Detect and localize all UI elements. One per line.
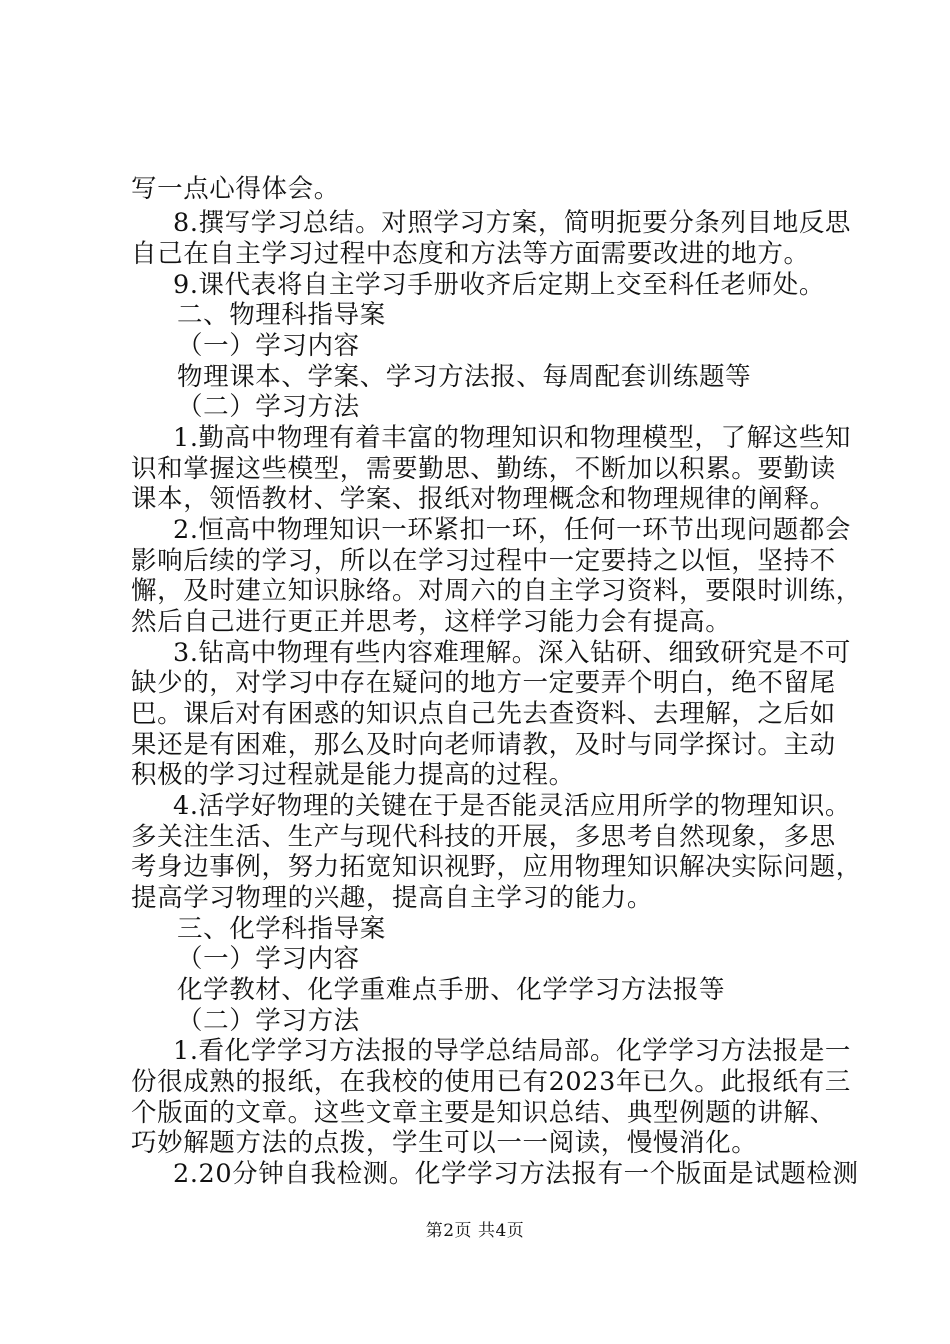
paragraph-line: 2.20分钟自我检测。化学学习方法报有一个版面是试题检测: [173, 1159, 859, 1189]
page-footer: 第2页 共4页: [425, 1221, 525, 1241]
paragraph-line: 1.勤高中物理有着丰富的物理知识和物理模型，了解这些知: [173, 423, 852, 453]
paragraph-line: 影响后续的学习，所以在学习过程中一定要持之以恒，坚持不: [131, 546, 836, 576]
paragraph-line: 懈，及时建立知识脉络。对周六的自主学习资料，要限时训练，: [131, 576, 862, 606]
paragraph-line: 自己在自主学习过程中态度和方法等方面需要改进的地方。: [131, 239, 810, 269]
paragraph-line: 然后自己进行更正并思考，这样学习能力会有提高。: [131, 607, 732, 637]
paragraph-line: 识和掌握这些模型，需要勤思、勤练，不断加以积累。要勤读: [131, 454, 836, 484]
paragraph-line: 化学教材、化学重难点手册、化学学习方法报等: [177, 975, 726, 1005]
paragraph-line: 积极的学习过程就是能力提高的过程。: [131, 760, 575, 790]
subsection-heading: （一）学习内容: [177, 944, 360, 974]
paragraph-line: 缺少的，对学习中存在疑问的地方一定要弄个明白，绝不留尾: [131, 668, 836, 698]
paragraph-line: 物理课本、学案、学习方法报、每周配套训练题等: [177, 362, 752, 392]
paragraph-line: 课本，领悟教材、学案、报纸对物理概念和物理规律的阐释。: [131, 484, 836, 514]
paragraph-line: 写一点心得体会。: [131, 174, 340, 204]
paragraph-line: 3.钻高中物理有些内容难理解。深入钻研、细致研究是不可: [173, 638, 852, 668]
subsection-heading: （一）学习内容: [177, 331, 360, 361]
paragraph-line: 多关注生活、生产与现代科技的开展，多思考自然现象，多思: [131, 822, 836, 852]
paragraph-line: 个版面的文章。这些文章主要是知识总结、典型例题的讲解、: [131, 1098, 836, 1128]
paragraph-line: 巴。课后对有困惑的知识点自己先去查资料、去理解，之后如: [131, 699, 836, 729]
paragraph-line: 8.撰写学习总结。对照学习方案，简明扼要分条列目地反思: [173, 208, 852, 238]
paragraph-line: 2.恒高中物理知识一环紧扣一环，任何一环节出现问题都会: [173, 515, 852, 545]
subsection-heading: （二）学习方法: [177, 1006, 360, 1036]
section-heading: 三、化学科指导案: [177, 914, 386, 944]
paragraph-line: 果还是有困难，那么及时向老师请教，及时与同学探讨。主动: [131, 730, 836, 760]
paragraph-line: 9.课代表将自主学习手册收齐后定期上交至科任老师处。: [173, 270, 825, 300]
paragraph-line: 1.看化学学习方法报的导学总结局部。化学学习方法报是一: [173, 1036, 852, 1066]
paragraph-line: 考身边事例，努力拓宽知识视野，应用物理知识解决实际问题，: [131, 852, 862, 882]
paragraph-line: 巧妙解题方法的点拨，学生可以一一阅读，慢慢消化。: [131, 1128, 758, 1158]
section-heading: 二、物理科指导案: [177, 300, 386, 330]
paragraph-line: 份很成熟的报纸，在我校的使用已有2023年已久。此报纸有三: [131, 1067, 851, 1097]
subsection-heading: （二）学习方法: [177, 392, 360, 422]
paragraph-line: 4.活学好物理的关键在于是否能灵活应用所学的物理知识。: [173, 791, 852, 821]
paragraph-line: 提高学习物理的兴趣，提高自主学习的能力。: [131, 883, 654, 913]
